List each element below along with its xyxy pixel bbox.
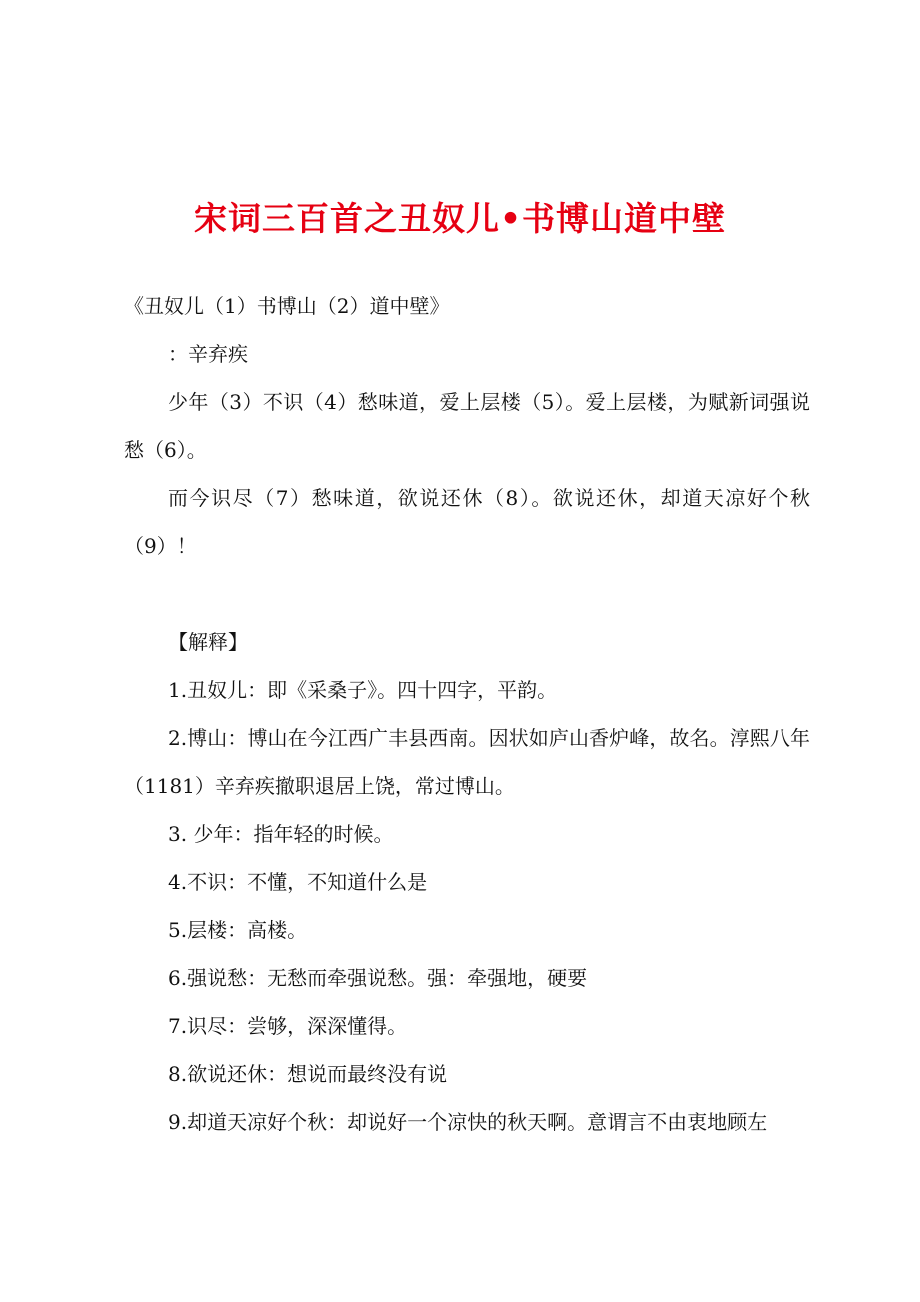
note-item: 6.强说愁：无愁而牵强说愁。强：牵强地，硬要: [168, 966, 588, 990]
author-line: ：辛弃疾: [168, 342, 248, 366]
poem-stanza-1: 少年（3）不识（4）愁味道，爱上层楼（5）。爱上层楼，为赋新词强说愁（6）。: [124, 390, 810, 462]
poem-stanza-2: 而今识尽（7）愁味道，欲说还休（8）。欲说还休，却道天凉好个秋（9）！: [124, 486, 810, 558]
document-title: 宋词三百首之丑奴儿•书博山道中壁: [193, 199, 727, 238]
note-item: 9.却道天凉好个秋：却说好一个凉快的秋天啊。意谓言不由衷地顾左: [168, 1110, 768, 1134]
notes-heading: 【解释】: [168, 630, 248, 654]
note-item: 2.博山：博山在今江西广丰县西南。因状如庐山香炉峰，故名。淳熙八年（1181）辛弃疾撤职退居上饶，常过博山。: [124, 726, 810, 798]
document-body: [124, 282, 810, 1146]
note-item: 3. 少年：指年轻的时候。: [168, 822, 394, 846]
note-item: 5.层楼：高楼。: [168, 918, 308, 942]
note-item: 8.欲说还休：想说而最终没有说: [168, 1062, 448, 1086]
note-item: 7.识尽：尝够，深深懂得。: [168, 1014, 408, 1038]
spacer: [124, 570, 810, 618]
note-item: 1.丑奴儿：即《采桑子》。四十四字，平韵。: [168, 678, 558, 702]
work-title: 《丑奴儿（1）书博山（2）道中壁》: [124, 294, 450, 318]
note-item: 4.不识：不懂，不知道什么是: [168, 870, 428, 894]
